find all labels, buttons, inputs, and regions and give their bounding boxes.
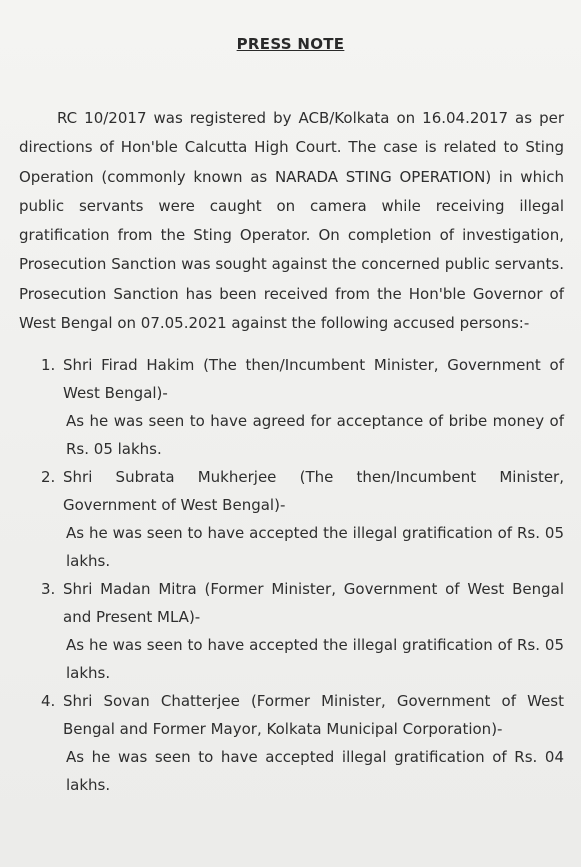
accused-name: Shri Firad Hakim (The then/Incumbent Minister, Government of West Bengal)- [63,356,564,402]
accused-number: 3. [41,580,56,598]
accused-list [22,351,564,799]
accused-name: Shri Sovan Chatterjee (Former Minister, Government of West Bengal and Former Mayor, Kolkata Municipal Corporation)- [63,692,564,738]
accused-number: 2. [41,468,56,486]
accused-number: 4. [41,692,56,710]
accused-number: 1. [41,356,56,374]
accused-item [22,575,564,687]
intro-paragraph: RC 10/2017 was registered by ACB/Kolkata on 16.04.2017 as per directions of Hon'ble Calcutta High Court. The case is related to Sting Operation (commonly known as NARADA STING OPERATION) in which public servants were caught on camera while receiving illegal gratification from the Sting Operator. On completion of investigation, Prosecution Sanction was sought against the concerned public servants. Prosecution Sanction has been received from the Hon'ble Governor of West Bengal on 07.05.2021 against the following accused persons:- [19,109,564,333]
accused-name: Shri Madan Mitra (Former Minister, Government of West Bengal and Present MLA)- [63,580,564,626]
accused-item [22,351,564,463]
accused-reason: As he was seen to have agreed for acceptance of bribe money of Rs. 05 lakhs. [66,412,564,458]
accused-item [22,463,564,575]
page-title: PRESS NOTE [236,35,345,53]
accused-reason: As he was seen to have accepted illegal gratification of Rs. 04 lakhs. [66,748,564,794]
accused-item [22,687,564,799]
accused-name: Shri Subrata Mukherjee (The then/Incumbent Minister, Government of West Bengal)- [63,468,564,514]
accused-reason: As he was seen to have accepted the illegal gratification of Rs. 05 lakhs. [66,636,564,682]
accused-reason: As he was seen to have accepted the illegal gratification of Rs. 05 lakhs. [66,524,564,570]
